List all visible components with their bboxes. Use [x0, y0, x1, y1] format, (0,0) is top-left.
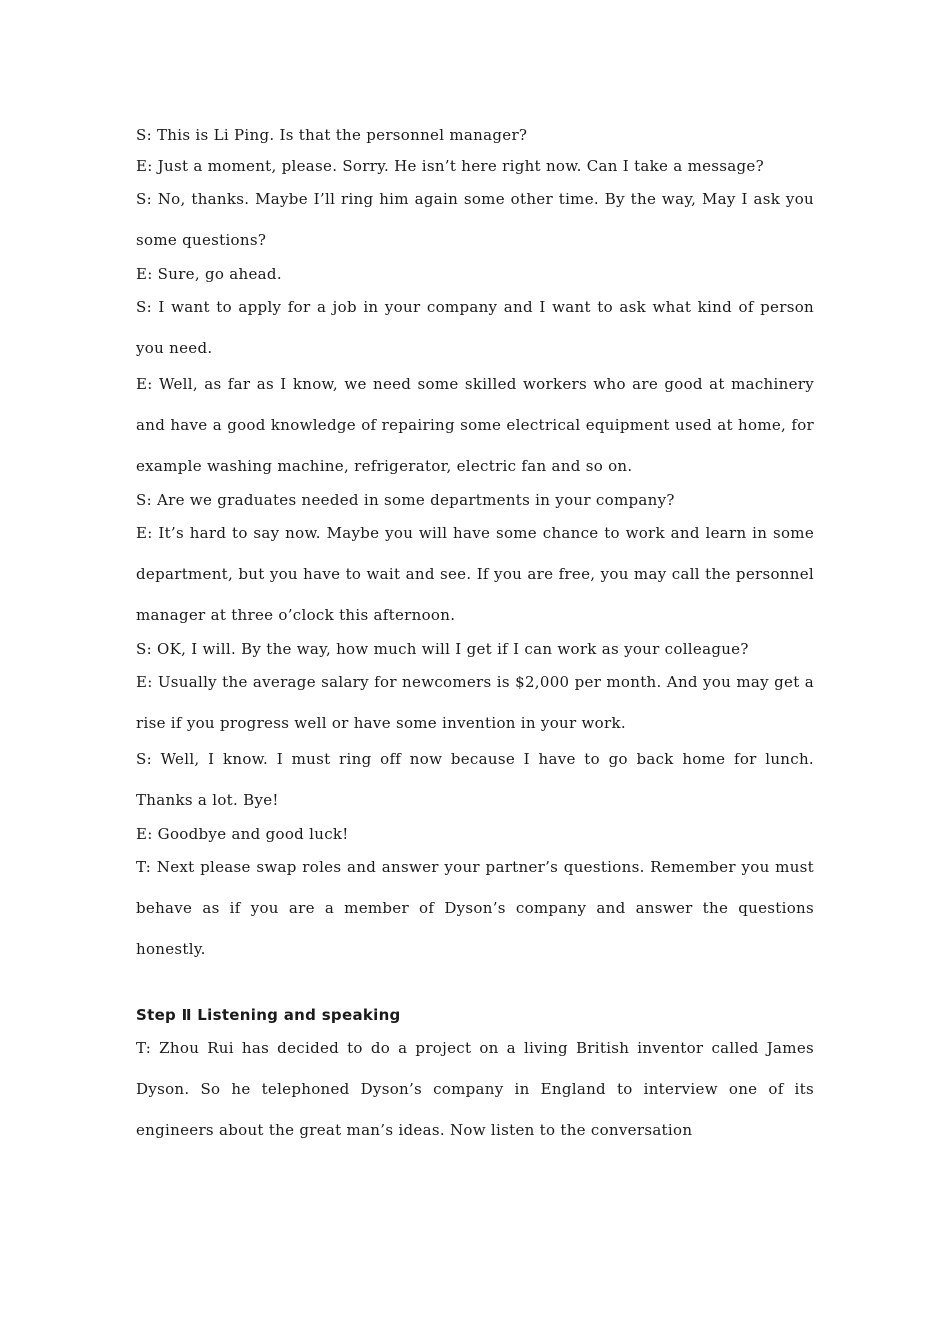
- section-paragraph: T: Zhou Rui has decided to do a project on a living British inventor called James Dyson. So he telephoned Dyson’s company in England to interview one of its engineers about the great man’s ideas. Now listen to the conversation: [136, 1039, 814, 1139]
- dialogue-line: S: This is Li Ping. Is that the personnel manager?: [136, 126, 528, 144]
- dialogue-line: S: I want to apply for a job in your company and I want to ask what kind of person you need.: [136, 298, 814, 357]
- dialogue-line: S: OK, I will. By the way, how much will I get if I can work as your colleague?: [136, 640, 749, 658]
- dialogue-line: E: Goodbye and good luck!: [136, 825, 349, 843]
- dialogue-line: E: Usually the average salary for newcomers is $2,000 per month. And you may get a rise if you progress well or have some invention in your work.: [136, 673, 814, 732]
- dialogue-line: S: No, thanks. Maybe I’ll ring him again some other time. By the way, May I ask you some questions?: [136, 190, 814, 249]
- section-heading: Step Ⅱ Listening and speaking: [136, 1006, 401, 1024]
- dialogue-line: S: Well, I know. I must ring off now because I have to go back home for lunch. Thanks a lot. Bye!: [136, 750, 814, 809]
- dialogue-line: E: Sure, go ahead.: [136, 265, 282, 283]
- dialogue-line: E: Well, as far as I know, we need some skilled workers who are good at machinery and have a good knowledge of repairing some electrical equipment used at home, for example washing machine, refrigerator, electric fan and so on.: [136, 375, 814, 475]
- dialogue-line: E: It’s hard to say now. Maybe you will have some chance to work and learn in some department, but you have to wait and see. If you are free, you may call the personnel manager at three o’clock this afternoon.: [136, 524, 814, 624]
- dialogue-line: E: Just a moment, please. Sorry. He isn’t here right now. Can I take a message?: [136, 157, 764, 175]
- dialogue-line: T: Next please swap roles and answer your partner’s questions. Remember you must behave as if you are a member of Dyson’s company and answer the questions honestly.: [136, 858, 814, 958]
- document-body: [136, 122, 814, 1150]
- dialogue-line: S: Are we graduates needed in some departments in your company?: [136, 491, 675, 509]
